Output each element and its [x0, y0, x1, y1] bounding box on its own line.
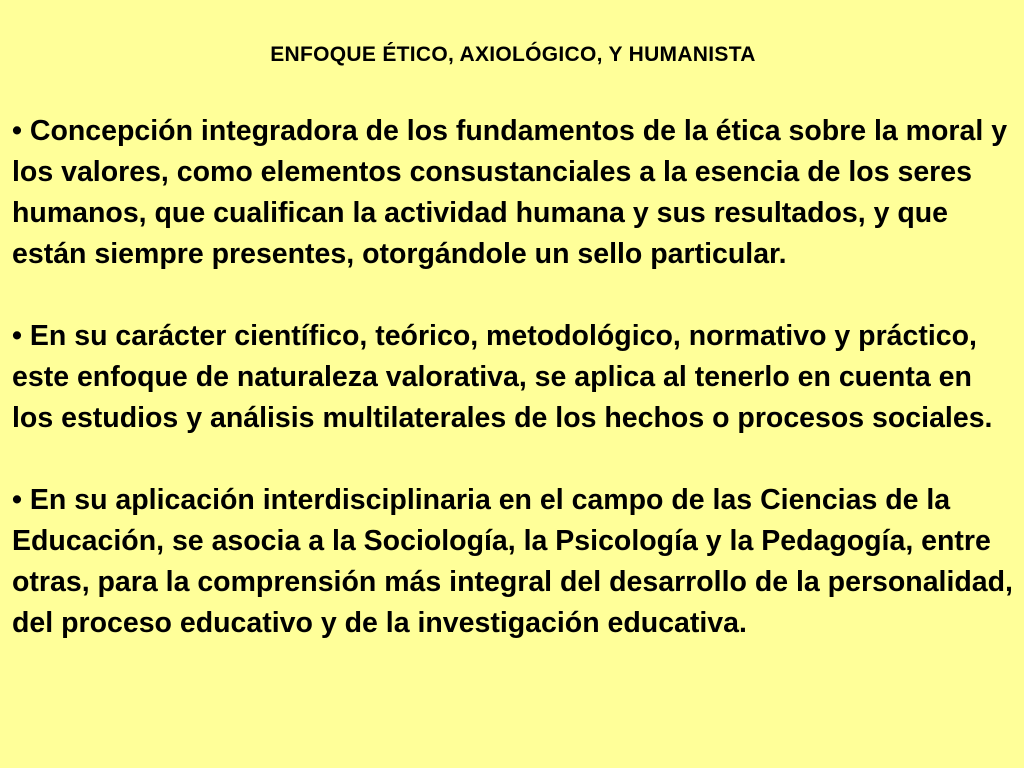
bullet-mark: •: [12, 320, 22, 352]
bullet-mark: •: [12, 115, 22, 147]
bullet-text: Concepción integradora de los fundamentos de la ética sobre la moral y los valores, como elementos consustanciales a la esencia de los seres humanos, que cualifican la actividad humana y sus resultados, y que están siempre presentes, otorgándole un sello particular.: [12, 115, 1008, 270]
bullet-text: En su aplicación interdisciplinaria en el campo de las Ciencias de la Educación, se asocia a la Sociología, la Psicología y la Pedagogía, entre otras, para la comprensión más integral del desarrollo de la personalidad, del proceso educativo y de la investigación educativa.: [12, 484, 1013, 639]
bullet-item-1: [12, 111, 1014, 275]
bullet-item-2: [12, 316, 1014, 439]
bullet-text: En su carácter científico, teórico, metodológico, normativo y práctico, este enfoque de naturaleza valorativa, se aplica al tenerlo en cuenta en los estudios y análisis multilaterales de los hechos o procesos sociales.: [12, 320, 993, 434]
bullet-mark: •: [12, 484, 22, 516]
bullet-item-3: [12, 480, 1014, 644]
slide-title: ENFOQUE ÉTICO, AXIOLÓGICO, Y HUMANISTA: [270, 43, 756, 66]
bullet-list: [12, 111, 1014, 644]
